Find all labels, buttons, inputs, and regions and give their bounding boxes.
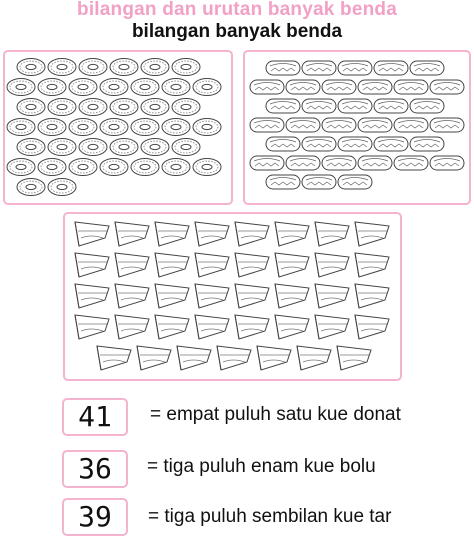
donut-icon — [110, 139, 138, 156]
cake-slice-icon — [315, 222, 349, 246]
cake-slice-icon — [195, 315, 229, 339]
bread-roll-icon — [286, 118, 320, 132]
bread-roll-icon — [322, 80, 356, 94]
bread-roll-icon — [322, 118, 356, 132]
cake-slice-icon — [235, 222, 269, 246]
bread-roll-grid — [245, 52, 469, 203]
cake-slice-icon — [275, 222, 309, 246]
bread-roll-icon — [410, 99, 444, 113]
donut-icon — [131, 79, 159, 96]
cake-slice-icon — [355, 315, 389, 339]
bread-roll-icon — [374, 99, 408, 113]
donut-icon — [7, 159, 35, 176]
donut-icon — [69, 119, 97, 136]
bread-roll-icon — [394, 118, 428, 132]
cake-slice-grid — [65, 214, 400, 379]
donut-icon — [69, 159, 97, 176]
bread-roll-icon — [266, 175, 300, 189]
bread-roll-icon — [374, 61, 408, 75]
donut-icon — [48, 179, 76, 196]
donut-icon — [172, 99, 200, 116]
donut-icon — [100, 79, 128, 96]
donut-icon — [100, 119, 128, 136]
donut-icon — [193, 119, 221, 136]
page-title: bilangan dan urutan banyak benda — [77, 0, 397, 20]
bread-roll-icon — [430, 118, 464, 132]
donut-icon — [7, 119, 35, 136]
cake-slice-icon — [235, 253, 269, 277]
cake-slice-icon — [235, 315, 269, 339]
bread-roll-icon — [410, 137, 444, 151]
donut-icon — [48, 99, 76, 116]
bread-roll-icon — [322, 156, 356, 170]
cake-slice-icon — [337, 346, 371, 370]
cake-slice-icon — [155, 222, 189, 246]
donut-icon — [38, 119, 66, 136]
donut-icon — [141, 139, 169, 156]
cake-slice-icon — [275, 253, 309, 277]
donut-icon — [131, 159, 159, 176]
donut-icon — [141, 99, 169, 116]
donut-icon — [141, 59, 169, 76]
answer-number-box-donat: 41 — [62, 398, 128, 436]
cake-slice-icon — [315, 253, 349, 277]
cake-slice-panel — [63, 212, 402, 381]
cake-slice-icon — [75, 315, 109, 339]
answer-text-bolu: = tiga puluh enam kue bolu — [147, 456, 376, 477]
answer-text-tar: = tiga puluh sembilan kue tar — [148, 506, 392, 527]
bread-roll-icon — [250, 80, 284, 94]
cake-slice-icon — [115, 222, 149, 246]
cake-slice-icon — [195, 222, 229, 246]
donut-icon — [69, 79, 97, 96]
donut-icon — [162, 119, 190, 136]
answer-number-box-tar: 39 — [62, 498, 128, 536]
cake-slice-icon — [75, 284, 109, 308]
cake-slice-icon — [75, 253, 109, 277]
donut-grid — [5, 52, 231, 203]
donut-icon — [48, 59, 76, 76]
cake-slice-icon — [217, 346, 251, 370]
cake-slice-icon — [155, 315, 189, 339]
cake-slice-icon — [355, 284, 389, 308]
bread-roll-icon — [338, 61, 372, 75]
cake-slice-icon — [155, 253, 189, 277]
bread-roll-icon — [266, 61, 300, 75]
cake-slice-icon — [75, 222, 109, 246]
cake-slice-icon — [97, 346, 131, 370]
donut-icon — [100, 159, 128, 176]
bread-roll-panel — [243, 50, 471, 205]
bread-roll-icon — [338, 99, 372, 113]
donut-icon — [193, 79, 221, 96]
bread-roll-icon — [302, 61, 336, 75]
bread-roll-icon — [266, 99, 300, 113]
donut-icon — [48, 139, 76, 156]
donut-icon — [172, 59, 200, 76]
bread-roll-icon — [286, 156, 320, 170]
cake-slice-icon — [235, 284, 269, 308]
bread-roll-icon — [358, 80, 392, 94]
cake-slice-icon — [315, 284, 349, 308]
donut-icon — [162, 159, 190, 176]
donut-icon — [17, 139, 45, 156]
bread-roll-icon — [302, 137, 336, 151]
cake-slice-icon — [315, 315, 349, 339]
donut-icon — [110, 99, 138, 116]
cake-slice-icon — [155, 284, 189, 308]
donut-icon — [17, 99, 45, 116]
answer-number-box-bolu: 36 — [62, 450, 128, 488]
cake-slice-icon — [115, 284, 149, 308]
donut-icon — [17, 179, 45, 196]
bread-roll-icon — [302, 99, 336, 113]
bread-roll-icon — [394, 80, 428, 94]
cake-slice-icon — [275, 284, 309, 308]
cake-slice-icon — [355, 253, 389, 277]
cake-slice-icon — [195, 253, 229, 277]
bread-roll-icon — [266, 137, 300, 151]
bread-roll-icon — [430, 156, 464, 170]
page-subtitle: bilangan banyak benda — [131, 21, 343, 42]
cake-slice-icon — [115, 253, 149, 277]
answer-text-donat: = empat puluh satu kue donat — [150, 404, 401, 425]
cake-slice-icon — [115, 315, 149, 339]
bread-roll-icon — [394, 156, 428, 170]
bread-roll-icon — [338, 175, 372, 189]
donut-icon — [131, 119, 159, 136]
donut-panel — [3, 50, 233, 205]
cake-slice-icon — [297, 346, 331, 370]
cake-slice-icon — [257, 346, 291, 370]
cake-slice-icon — [177, 346, 211, 370]
bread-roll-icon — [286, 80, 320, 94]
donut-icon — [7, 79, 35, 96]
donut-icon — [110, 59, 138, 76]
bread-roll-icon — [358, 156, 392, 170]
donut-icon — [79, 139, 107, 156]
donut-icon — [79, 59, 107, 76]
bread-roll-icon — [250, 156, 284, 170]
bread-roll-icon — [374, 137, 408, 151]
donut-icon — [79, 99, 107, 116]
bread-roll-icon — [358, 118, 392, 132]
bread-roll-icon — [430, 80, 464, 94]
cake-slice-icon — [275, 315, 309, 339]
donut-icon — [17, 59, 45, 76]
cake-slice-icon — [195, 284, 229, 308]
donut-icon — [38, 79, 66, 96]
bread-roll-icon — [410, 61, 444, 75]
cake-slice-icon — [355, 222, 389, 246]
bread-roll-icon — [302, 175, 336, 189]
donut-icon — [38, 159, 66, 176]
cake-slice-icon — [137, 346, 171, 370]
donut-icon — [193, 159, 221, 176]
donut-icon — [162, 79, 190, 96]
bread-roll-icon — [338, 137, 372, 151]
bread-roll-icon — [250, 118, 284, 132]
donut-icon — [172, 139, 200, 156]
